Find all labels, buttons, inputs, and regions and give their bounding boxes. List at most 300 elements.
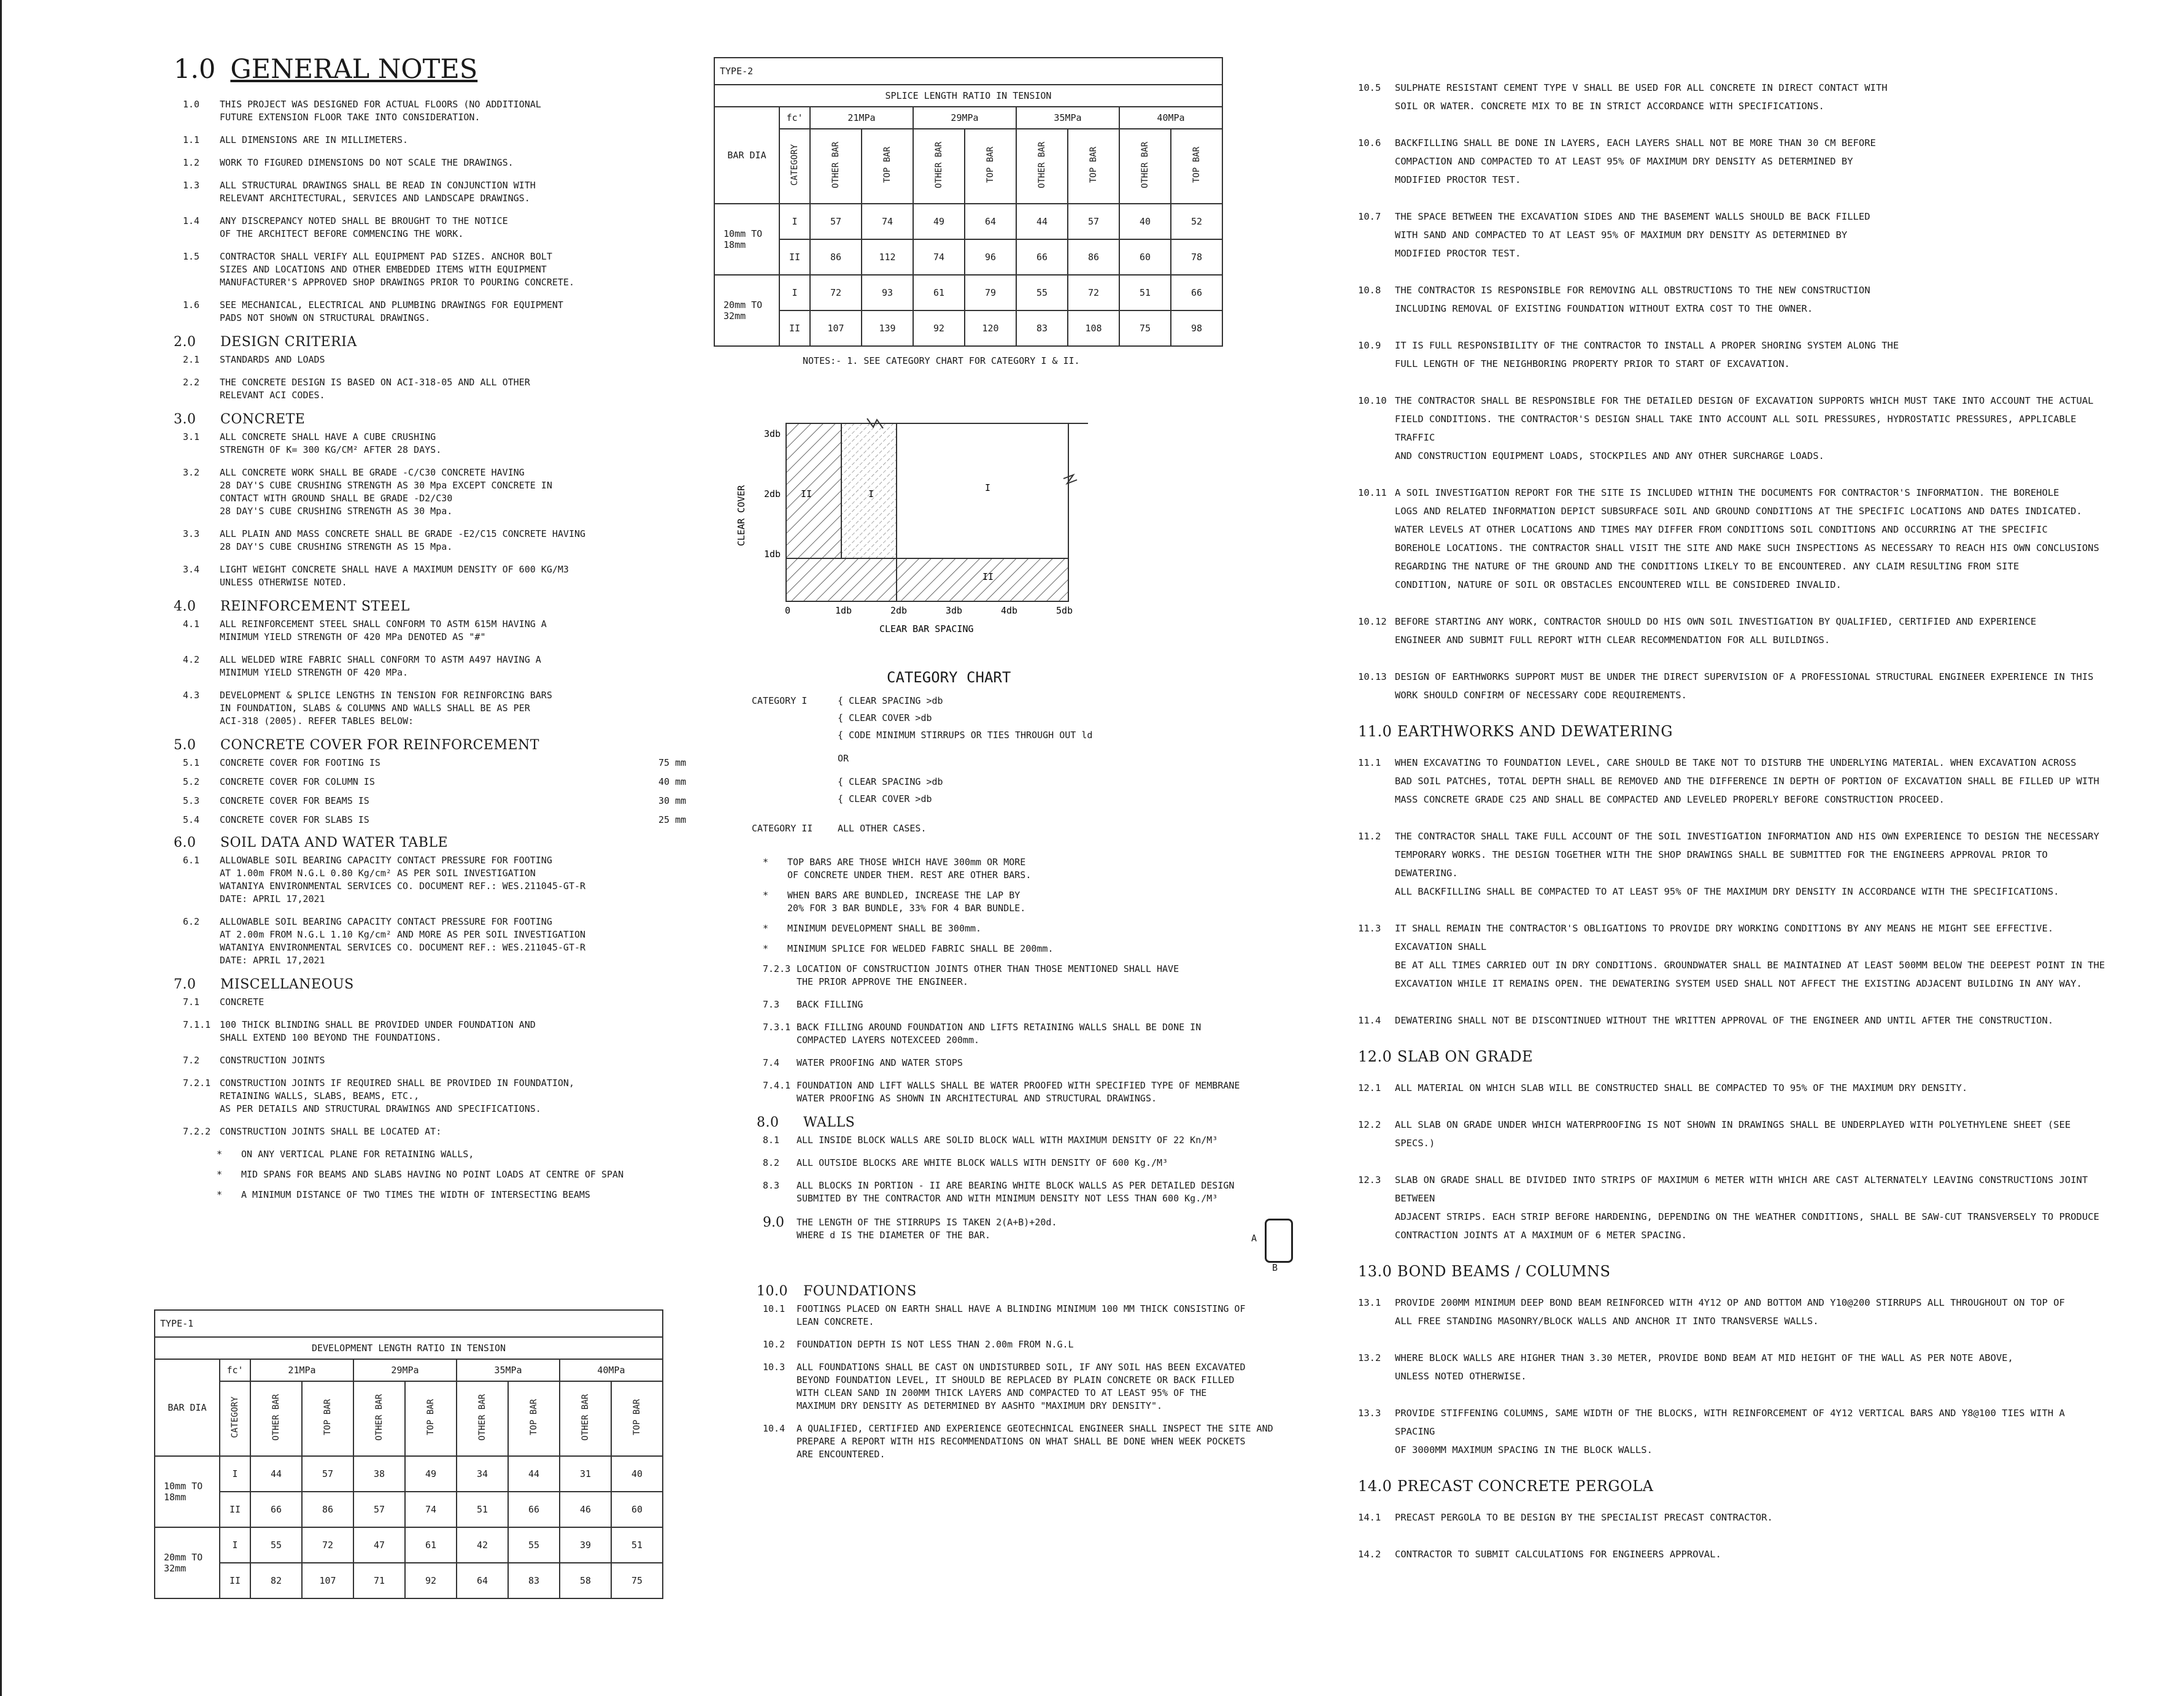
note-item — [714, 1134, 1291, 1147]
bullet-text: TOP BARS ARE THOSE WHICH HAVE 300mm OR MORE OF CONCRETE UNDER THEM. REST ARE OTHER BARS. — [787, 857, 1032, 881]
note-text: SEE MECHANICAL, ELECTRICAL AND PLUMBING DRAWINGS FOR EQUIPMENT PADS NOT SHOWN ON STRUCTURAL DRAWINGS. — [220, 299, 563, 323]
cat1-line-2: CLEAR COVER >db — [849, 712, 932, 723]
ratio-cell: 49 — [913, 204, 965, 239]
top-bar-header: TOP BAR — [529, 1399, 539, 1436]
note-text: SULPHATE RESISTANT CEMENT TYPE V SHALL BE USED FOR ALL CONCRETE IN DIRECT CONTACT WITH SOIL OR WATER. CONCRETE MIX TO BE IN STRICT ACCORDANCE WITH SPECIFICATIONS. — [1395, 82, 1888, 112]
section-number: 5.0 — [174, 738, 196, 753]
note-number: 11.4 — [1358, 1015, 1381, 1026]
note-number: 10.8 — [1358, 285, 1381, 296]
note-number: 5.1 — [183, 757, 200, 768]
ratio-cell: 107 — [302, 1563, 353, 1598]
note-item — [1358, 207, 2107, 263]
note-item — [149, 179, 714, 205]
note-number: 7.3 — [763, 999, 780, 1010]
category-cell: II — [779, 239, 810, 275]
note-number: 8.2 — [763, 1157, 780, 1168]
title-number: 1.0 — [174, 54, 216, 85]
note-number: 4.2 — [183, 654, 200, 665]
section-heading — [1358, 1263, 2107, 1280]
strength-header: 21MPa — [250, 1359, 353, 1381]
category-cell: II — [220, 1563, 250, 1598]
ratio-cell: 46 — [560, 1492, 611, 1527]
note-item — [149, 98, 714, 124]
cover-value: 25 mm — [658, 814, 687, 825]
type1-table-wrap — [154, 1309, 663, 1599]
other-bar-header: OTHER BAR — [1037, 142, 1047, 188]
section-title: DESIGN CRITERIA — [220, 334, 357, 350]
note-number: 3.4 — [183, 564, 200, 575]
category-chart — [752, 661, 1181, 837]
note-text: CONTRACTOR TO SUBMIT CALCULATIONS FOR ENGINEERS APPROVAL. — [1395, 1549, 1721, 1560]
note-number: 10.7 — [1358, 211, 1381, 222]
note-text: THE LENGTH OF THE STIRRUPS IS TAKEN 2(A+B)+20d. WHERE d IS THE DIAMETER OF THE BAR. — [797, 1217, 1057, 1241]
ratio-cell: 120 — [965, 310, 1016, 346]
ratio-cell: 86 — [810, 239, 862, 275]
note-text: CONCRETE COVER FOR COLUMN IS — [220, 776, 375, 787]
note-item — [149, 563, 714, 589]
note-text: CONTRACTOR SHALL VERIFY ALL EQUIPMENT PAD SIZES. ANCHOR BOLT SIZES AND LOCATIONS AND OTHER EMBEDDED ITEMS WITH EQUIPMENT MANUFACTURER'S APPROVED SHOP DRAWINGS PRIOR TO POURING CONCRETE. — [220, 251, 574, 288]
ratio-cell: 64 — [457, 1563, 508, 1598]
bullet-mark: * — [763, 890, 769, 901]
section-number: 13.0 — [1358, 1263, 1392, 1280]
general-notes-column-1 — [149, 54, 714, 1209]
note-number: 2.1 — [183, 354, 200, 365]
cover-item — [149, 757, 714, 769]
section-number: 14.0 — [1358, 1478, 1392, 1495]
table-caption: DEVELOPMENT LENGTH RATIO IN TENSION — [155, 1337, 663, 1359]
fc-header: fc' — [220, 1359, 250, 1381]
note-text: WORK TO FIGURED DIMENSIONS DO NOT SCALE THE DRAWINGS. — [220, 157, 514, 168]
x-tick-label: 4db — [1001, 605, 1018, 616]
ratio-cell: 55 — [250, 1527, 302, 1563]
development-length-table — [154, 1309, 663, 1599]
note-number: 13.2 — [1358, 1352, 1381, 1363]
note-number: 1.6 — [183, 299, 200, 310]
section-number: 4.0 — [174, 599, 196, 614]
cat1-alt-2: CLEAR COVER >db — [849, 793, 932, 804]
section-title: SOIL DATA AND WATER TABLE — [220, 835, 449, 850]
note-item — [1358, 668, 2107, 704]
ratio-cell: 61 — [913, 275, 965, 310]
note-number: 10.1 — [763, 1303, 785, 1314]
note-text: 100 THICK BLINDING SHALL BE PROVIDED UNDER FOUNDATION AND SHALL EXTEND 100 BEYOND THE FOUNDATIONS. — [220, 1019, 536, 1043]
note-number: 12.2 — [1358, 1119, 1381, 1130]
ratio-cell: 60 — [1119, 239, 1171, 275]
note-number: 10.6 — [1358, 137, 1381, 148]
note-text: ALL CONCRETE WORK SHALL BE GRADE -C/C30 CONCRETE HAVING 28 DAY'S CUBE CRUSHING STRENGTH AS 30 Mpa EXCEPT CONCRETE IN CONTACT WITH GROUND SHALL BE GRADE -D2/C30 28 DAY'S CUBE CRUSHING STRENGTH AS 30 Mpa. — [220, 467, 552, 517]
bullet-text: A MINIMUM DISTANCE OF TWO TIMES THE WIDTH OF INTERSECTING BEAMS — [241, 1189, 590, 1200]
ratio-cell: 55 — [1016, 275, 1068, 310]
note-text: IT IS FULL RESPONSIBILITY OF THE CONTRACTOR TO INSTALL A PROPER SHORING SYSTEM ALONG THE FULL LENGTH OF THE NEIGHBORING PROPERTY PRIOR TO START OF EXCAVATION. — [1395, 340, 1899, 369]
ratio-cell: 79 — [965, 275, 1016, 310]
ratio-cell: 92 — [913, 310, 965, 346]
bullet-text: WHEN BARS ARE BUNDLED, INCREASE THE LAP BY 20% FOR 3 BAR BUNDLE, 33% FOR 4 BAR BUNDLE. — [787, 890, 1026, 914]
ratio-cell: 75 — [611, 1563, 663, 1598]
ratio-cell: 55 — [508, 1527, 560, 1563]
note-number: 12.1 — [1358, 1082, 1381, 1093]
note-text: CONCRETE COVER FOR BEAMS IS — [220, 795, 369, 806]
x-tick-label: 1db — [835, 605, 852, 616]
ratio-cell: 38 — [353, 1456, 405, 1492]
x-tick-label: 0 — [785, 605, 791, 616]
bullet-item — [149, 1189, 714, 1201]
zone-label: II — [801, 488, 812, 499]
note-text: WHEN EXCAVATING TO FOUNDATION LEVEL, CARE SHOULD BE TAKE NOT TO DISTURB THE UNDERLYING MATERIAL. WHEN EXCAVATION ACROSS BAD SOIL PATCHES, TOTAL DEPTH SHALL BE REMOVED AND THE DIFFERENCE IN DEPTH OF PORTION OF EXCAVATION SHALL BE FILLED UP WITH MASS CONCRETE GRADE C25 AND SHALL BE COMPACTED AND LEVELED PROPERLY BEFORE CONSTRUCTION PROCEED. — [1395, 757, 2099, 805]
ratio-cell: 66 — [508, 1492, 560, 1527]
ratio-cell: 72 — [810, 275, 862, 310]
table-row — [714, 275, 1222, 310]
note-number: 11.1 — [1358, 757, 1381, 768]
notes-list-2 — [714, 856, 1291, 1461]
note-item — [1358, 827, 2107, 901]
cover-value: 40 mm — [658, 776, 687, 787]
note-number: 11.3 — [1358, 923, 1381, 934]
other-bar-header: OTHER BAR — [271, 1394, 281, 1441]
cover-value: 30 mm — [658, 795, 687, 806]
note-text: BEFORE STARTING ANY WORK, CONTRACTOR SHOULD DO HIS OWN SOIL INVESTIGATION BY QUALIFIED, CERTIFIED AND EXPERIENCE ENGINEER AND SUBMIT FULL REPORT WITH CLEAR RECOMMENDATION FOR ALL BUILDINGS. — [1395, 616, 2037, 646]
note-number: 10.10 — [1358, 395, 1387, 406]
section-title: MISCELLANEOUS — [220, 977, 354, 992]
note-number: 13.3 — [1358, 1408, 1381, 1419]
note-item — [149, 854, 714, 906]
category-cell: I — [779, 275, 810, 310]
category-header: CATEGORY — [230, 1397, 240, 1438]
note-text: BACK FILLING — [797, 999, 863, 1010]
ratio-cell: 66 — [1171, 275, 1222, 310]
note-item — [149, 156, 714, 169]
section-title: REINFORCEMENT STEEL — [220, 599, 410, 614]
section-heading — [174, 738, 714, 753]
note-text: CONSTRUCTION JOINTS IF REQUIRED SHALL BE PROVIDED IN FOUNDATION, RETAINING WALLS, SLABS, BEAMS, ETC., AS PER DETAILS AND STRUCTURAL DRAWINGS AND SPECIFICATIONS. — [220, 1077, 574, 1114]
stirrup-label-b: B — [1272, 1262, 1278, 1273]
section-heading — [1358, 1478, 2107, 1495]
ratio-cell: 57 — [353, 1492, 405, 1527]
table-row — [155, 1492, 663, 1527]
note-item — [714, 1361, 1291, 1413]
note-text: A QUALIFIED, CERTIFIED AND EXPERIENCE GEOTECHNICAL ENGINEER SHALL INSPECT THE SITE AND PREPARE A REPORT WITH HIS RECOMMENDATIONS ON WHAT SHALL BE DONE WHEN WEEK POCKETS ARE ENCOUNTERED. — [797, 1423, 1273, 1460]
note-number: 3.3 — [183, 528, 200, 539]
note-item — [1358, 754, 2107, 809]
other-bar-header: OTHER BAR — [374, 1394, 384, 1441]
bullet-item — [149, 1148, 714, 1161]
ratio-cell: 78 — [1171, 239, 1222, 275]
note-text: LOCATION OF CONSTRUCTION JOINTS OTHER THAN THOSE MENTIONED SHALL HAVE THE PRIOR APPROVE THE ENGINEER. — [797, 963, 1179, 987]
note-number: 13.1 — [1358, 1297, 1381, 1308]
note-item — [149, 466, 714, 518]
other-bar-header: OTHER BAR — [581, 1394, 590, 1441]
general-notes-column-3 — [1358, 79, 2107, 1582]
note-number: 8.1 — [763, 1135, 780, 1146]
ratio-cell: 74 — [913, 239, 965, 275]
note-number: 10.2 — [763, 1339, 785, 1350]
category-diagram — [732, 405, 1113, 638]
other-bar-header: OTHER BAR — [831, 142, 841, 188]
note-text: THE CONTRACTOR SHALL TAKE FULL ACCOUNT OF THE SOIL INVESTIGATION INFORMATION AND HIS OWN EXPERIENCE TO DESIGN THE NECESSARY TEMPORARY WORKS. THE DESIGN TOGETHER WITH THE SHOP DRAWINGS SHALL BE SUBMITTED FOR THE ENGINEERS APPROVAL PRIOR TO DEWATERING. ALL BACKFILLING SHALL BE COMPACTED TO AT LEAST 95% OF THE MAXIMUM DRY DENSITY IN ACCORDANCE WITH THE SPECIFICATIONS. — [1395, 831, 2099, 897]
note-item — [714, 1338, 1291, 1351]
note-text: A SOIL INVESTIGATION REPORT FOR THE SITE IS INCLUDED WITHIN THE DOCUMENTS FOR CONTRACTOR'S INFORMATION. THE BOREHOLE LOGS AND RELATED INFORMATION DEPICT SUBSURFACE SOIL AND GROUND CONDITIONS AT THE SPECIFIC LOCATIONS AND DATES INDICATED. WATER LEVELS AT OTHER LOCATIONS AND TIMES MAY DIFFER FROM CONDITIONS SOIL CONDITIONS AND OCCURRING AT THE SPECIFIC BOREHOLE LOCATIONS. THE CONTRACTOR SHALL VISIT THE SITE AND MAKE SUCH INSPECTIONS AS NECESSARY TO REACH HIS OWN CONCLUSIONS REGARDING THE NATURE OF THE GROUND AND THE CONDITIONS LIKELY TO BE ENCOUNTERED. ANY CLAIM RESULTING FROM SITE CONDITION, NATURE OF SOIL OR OBSTACLES ENCOUNTERED WILL BE CONSIDERED INVALID. — [1395, 487, 2099, 590]
category-2-row — [752, 820, 1181, 837]
note-item — [714, 1021, 1291, 1047]
bullet-text: ON ANY VERTICAL PLANE FOR RETAINING WALLS, — [241, 1149, 474, 1160]
note-item — [149, 653, 714, 679]
page-title — [174, 54, 714, 85]
note-number: 7.2.1 — [183, 1077, 211, 1089]
note-text: CONCRETE COVER FOR SLABS IS — [220, 814, 369, 825]
note-text: THIS PROJECT WAS DESIGNED FOR ACTUAL FLOORS (NO ADDITIONAL FUTURE EXTENSION FLOOR TAKE INTO CONSIDERATION. — [220, 99, 541, 123]
section-heading — [174, 412, 714, 427]
note-item — [1358, 1545, 2107, 1563]
note-item — [149, 618, 714, 644]
table-row — [714, 239, 1222, 275]
note-text: THE CONTRACTOR SHALL BE RESPONSIBLE FOR THE DETAILED DESIGN OF EXCAVATION SUPPORTS WHICH MUST TAKE INTO ACCOUNT THE ACTUAL FIELD CONDITIONS. THE CONTRACTOR'S DESIGN SHALL TAKE INTO ACCOUNT ALL SOIL PRESSURES, HYDROSTATIC PRESSURES, APPLICABLE TRAFFIC AND CONSTRUCTION EQUIPMENT LOADS, STOCKPILES AND ANY OTHER SURCHARGE LOADS. — [1395, 395, 2094, 461]
note-text: ALL STRUCTURAL DRAWINGS SHALL BE READ IN CONJUNCTION WITH RELEVANT ARCHITECTURAL, SERVICES AND LANDSCAPE DRAWINGS. — [220, 180, 536, 204]
note-text: FOUNDATION AND LIFT WALLS SHALL BE WATER PROOFED WITH SPECIFIED TYPE OF MEMBRANE WATER PROOFING AS SHOWN IN ARCHITECTURAL AND STRUCTURAL DRAWINGS. — [797, 1080, 1240, 1104]
section-title: CONCRETE — [220, 412, 306, 427]
note-number: 10.11 — [1358, 487, 1387, 498]
x-tick-label: 5db — [1056, 605, 1073, 616]
bullet-text: MID SPANS FOR BEAMS AND SLABS HAVING NO POINT LOADS AT CENTRE OF SPAN — [241, 1169, 624, 1180]
section-number: 10.0 — [757, 1284, 788, 1299]
ratio-cell: 31 — [560, 1456, 611, 1492]
category-or-row — [752, 750, 1181, 767]
note-item — [1358, 1508, 2107, 1527]
ratio-cell: 66 — [250, 1492, 302, 1527]
ratio-cell: 108 — [1068, 310, 1119, 346]
note-number: 1.1 — [183, 134, 200, 145]
section-number: 8.0 — [757, 1115, 779, 1130]
y-axis-label: CLEAR COVER — [736, 485, 747, 546]
ratio-cell: 74 — [405, 1492, 457, 1527]
note-text: CONSTRUCTION JOINTS — [220, 1055, 325, 1066]
ratio-cell: 72 — [1068, 275, 1119, 310]
note-number: 14.1 — [1358, 1512, 1381, 1523]
note-number: 4.1 — [183, 619, 200, 630]
note-item — [149, 376, 714, 402]
ratio-cell: 71 — [353, 1563, 405, 1598]
note-item — [1358, 1011, 2107, 1030]
note-text: ALL FOUNDATIONS SHALL BE CAST ON UNDISTURBED SOIL, IF ANY SOIL HAS BEEN EXCAVATED BEYOND FOUNDATION LEVEL, IT SHOULD BE REPLACED BY PLAIN CONCRETE OR BACK FILLED WITH CLEAN SAND IN 200MM THICK LAYERS AND COMPACTED TO AT LEAST 95% OF THE MAXIMUM DRY DENSITY AS DETERMINED BY AASHTO "MAXIMUM DRY DENSITY". — [797, 1362, 1246, 1411]
note-text: SLAB ON GRADE SHALL BE DIVIDED INTO STRIPS OF MAXIMUM 6 METER WITH WHICH ARE CAST ALTERNATELY LEAVING CONSTRUCTIONS JOINT BETWEEN ADJACENT STRIPS. EACH STRIP BEFORE HARDENING, DEPENDING ON THE WEATHER CONDITIONS, SHALL BE SAW-CUT TRANSVERSELY TO PRODUCE CONTRACTION JOINTS AT A MAXIMUM OF 6 METER SPACING. — [1395, 1174, 2099, 1241]
note-text: ALL INSIDE BLOCK WALLS ARE SOLID BLOCK WALL WITH MAXIMUM DENSITY OF 22 Kn/M³ — [797, 1135, 1218, 1146]
note-item — [1358, 612, 2107, 649]
table-notes: NOTES:- 1. SEE CATEGORY CHART FOR CATEGORY I & II. — [803, 355, 1080, 366]
stirrup-label-a: A — [1251, 1233, 1257, 1244]
ratio-cell: 58 — [560, 1563, 611, 1598]
section-heading — [757, 1284, 1291, 1299]
note-text: LIGHT WEIGHT CONCRETE SHALL HAVE A MAXIMUM DENSITY OF 600 KG/M3 UNLESS OTHERWISE NOTED. — [220, 564, 569, 588]
bar-dia-header: BAR DIA — [155, 1359, 220, 1456]
other-bar-header: OTHER BAR — [1140, 142, 1150, 188]
note-text: THE CONTRACTOR IS RESPONSIBLE FOR REMOVING ALL OBSTRUCTIONS TO THE NEW CONSTRUCTION INCLUDING REMOVAL OF EXISTING FOUNDATION WITHOUT EXTRA COST TO THE OWNER. — [1395, 285, 1870, 314]
zone-left — [786, 423, 841, 558]
bullet-item — [149, 1168, 714, 1181]
table-row — [155, 1563, 663, 1598]
section-heading — [1358, 1048, 2107, 1065]
section-number: 2.0 — [174, 334, 196, 350]
note-item — [714, 1157, 1291, 1170]
note-item — [1358, 391, 2107, 465]
note-item — [1358, 1079, 2107, 1097]
cover-value: 75 mm — [658, 757, 687, 768]
note-number: 11.2 — [1358, 831, 1381, 842]
ratio-cell: 39 — [560, 1527, 611, 1563]
note-number: 7.4 — [763, 1057, 780, 1068]
note-number: 7.2 — [183, 1055, 200, 1066]
ratio-cell: 92 — [405, 1563, 457, 1598]
top-bar-header: TOP BAR — [323, 1399, 333, 1436]
note-item — [714, 1422, 1291, 1461]
top-bar-header: TOP BAR — [426, 1399, 436, 1436]
x-axis-label: CLEAR BAR SPACING — [879, 623, 974, 634]
strength-header: 21MPa — [810, 107, 913, 129]
note-number: 4.3 — [183, 690, 200, 701]
ratio-cell: 60 — [611, 1492, 663, 1527]
ratio-cell: 83 — [1016, 310, 1068, 346]
ratio-cell: 49 — [405, 1456, 457, 1492]
note-number: 10.5 — [1358, 82, 1381, 93]
note-text: STANDARDS AND LOADS — [220, 354, 325, 365]
note-number: 6.2 — [183, 916, 200, 927]
bar-dia-cell: 10mm TO 18mm — [714, 204, 779, 275]
y-tick-label: 2db — [764, 488, 781, 499]
cat1-line-1: CLEAR SPACING >db — [849, 695, 943, 706]
note-text: FOUNDATION DEPTH IS NOT LESS THAN 2.00m FROM N.G.L — [797, 1339, 1074, 1350]
cat2-text: ALL OTHER CASES. — [838, 823, 927, 834]
note-number: 2.2 — [183, 377, 200, 388]
ratio-cell: 112 — [862, 239, 913, 275]
note-number: 7.2.3 — [763, 963, 791, 974]
note-text: ALL SLAB ON GRADE UNDER WHICH WATERPROOFING IS NOT SHOWN IN DRAWINGS SHALL BE UNDERPLAYED WITH POLYETHYLENE SHEET (SEE SPECS.) — [1395, 1119, 2071, 1149]
note-text: ALLOWABLE SOIL BEARING CAPACITY CONTACT PRESSURE FOR FOOTING AT 2.00m FROM N.G.L 1.10 Kg/cm² AND MORE AS PER SOIL INVESTIGATION WATANIYA ENVIRONMENTAL SERVICES CO. DOCUMENT REF.: WES.211045-GT-R DATE: APRIL 17,2021 — [220, 916, 586, 966]
zone-label: I — [985, 482, 991, 493]
zone-label: I — [868, 488, 874, 499]
bar-dia-cell: 10mm TO 18mm — [155, 1456, 220, 1527]
ratio-cell: 51 — [1119, 275, 1171, 310]
note-item — [714, 963, 1291, 989]
note-text: CONCRETE COVER FOR FOOTING IS — [220, 757, 380, 768]
ratio-cell: 107 — [810, 310, 862, 346]
note-item — [1358, 336, 2107, 373]
note-text: BACKFILLING SHALL BE DONE IN LAYERS, EACH LAYERS SHALL NOT BE MORE THAN 30 CM BEFORE COMPACTION AND COMPACTED TO AT LEAST 95% OF MAXIMUM DRY DENSITY AS DETERMINED BY MODIFIED PROCTOR TEST. — [1395, 137, 1876, 185]
section-heading — [174, 599, 714, 614]
note-item — [149, 134, 714, 147]
ratio-cell: 82 — [250, 1563, 302, 1598]
strength-header: 35MPa — [457, 1359, 560, 1381]
note-item — [149, 1054, 714, 1067]
strength-header: 29MPa — [353, 1359, 457, 1381]
ratio-cell: 139 — [862, 310, 913, 346]
title-text: GENERAL NOTES — [230, 54, 478, 85]
category-cell: I — [779, 204, 810, 239]
category-1-alt-1: { CLEAR SPACING >db — [752, 773, 1181, 790]
note-item — [714, 998, 1291, 1011]
note-text: WATER PROOFING AND WATER STOPS — [797, 1057, 963, 1068]
note-item — [149, 1077, 714, 1116]
top-bar-header: TOP BAR — [1192, 147, 1202, 183]
note-number: 5.3 — [183, 795, 200, 806]
bullet-item — [714, 942, 1291, 955]
note-number: 10.3 — [763, 1362, 785, 1373]
strength-header: 40MPa — [1119, 107, 1222, 129]
cat1-alt-1: CLEAR SPACING >db — [849, 776, 943, 787]
bullet-item — [714, 922, 1291, 935]
ratio-cell: 40 — [1119, 204, 1171, 239]
table-row — [155, 1456, 663, 1492]
category-1-alt-2: { CLEAR COVER >db — [752, 790, 1181, 808]
x-tick-label: 3db — [946, 605, 963, 616]
note-item — [1358, 1171, 2107, 1244]
note-number: 7.3.1 — [763, 1022, 791, 1033]
ratio-cell: 61 — [405, 1527, 457, 1563]
section-title: FOUNDATIONS — [803, 1284, 917, 1299]
note-number: 7.1.1 — [183, 1019, 211, 1030]
section-number: 11.0 — [1358, 723, 1392, 740]
bullet-item — [714, 856, 1291, 882]
section-number: 7.0 — [174, 977, 196, 992]
note-text: BACK FILLING AROUND FOUNDATION AND LIFTS RETAINING WALLS SHALL BE DONE IN COMPACTED LAYERS NOTEXCEED 200mm. — [797, 1022, 1202, 1046]
bullet-text: MINIMUM DEVELOPMENT SHALL BE 300mm. — [787, 923, 982, 934]
cover-item — [149, 776, 714, 788]
cover-item — [149, 795, 714, 808]
note-number: 10.4 — [763, 1423, 785, 1434]
ratio-cell: 52 — [1171, 204, 1222, 239]
note-text: CONSTRUCTION JOINTS SHALL BE LOCATED AT: — [220, 1126, 442, 1137]
note-item — [714, 1179, 1291, 1205]
strength-header: 35MPa — [1016, 107, 1119, 129]
note-text: ALL DIMENSIONS ARE IN MILLIMETERS. — [220, 134, 409, 145]
note-text: DEWATERING SHALL NOT BE DISCONTINUED WITHOUT THE WRITTEN APPROVAL OF THE ENGINEER AND UNTIL AFTER THE CONSTRUCTION. — [1395, 1015, 2054, 1026]
note-number: 8.3 — [763, 1180, 780, 1191]
fc-header: fc' — [779, 107, 810, 129]
note-text: FOOTINGS PLACED ON EARTH SHALL HAVE A BLINDING MINIMUM 100 MM THICK CONSISTING OF LEAN CONCRETE. — [797, 1303, 1246, 1327]
note-number: 3.2 — [183, 467, 200, 478]
y-tick-label: 3db — [764, 428, 781, 439]
notes-list-3 — [1358, 79, 2107, 1563]
note-text: ALLOWABLE SOIL BEARING CAPACITY CONTACT PRESSURE FOR FOOTING AT 1.00m FROM N.G.L 0.80 Kg/cm² AS PER SOIL INVESTIGATION WATANIYA ENVIRONMENTAL SERVICES CO. DOCUMENT REF.: WES.211045-GT-R DATE: APRIL 17,2021 — [220, 855, 586, 904]
note-number: 10.13 — [1358, 671, 1387, 682]
section-number: 9.0 — [763, 1215, 784, 1230]
note-number: 10.9 — [1358, 340, 1381, 351]
section-number: 6.0 — [174, 835, 196, 850]
ratio-cell: 86 — [1068, 239, 1119, 275]
top-bar-header: TOP BAR — [986, 147, 995, 183]
category-cell: I — [220, 1527, 250, 1563]
section-title: CONCRETE COVER FOR REINFORCEMENT — [220, 738, 539, 753]
note-text: ALL CONCRETE SHALL HAVE A CUBE CRUSHING STRENGTH OF K= 300 KG/CM² AFTER 28 DAYS. — [220, 431, 442, 455]
ratio-cell: 57 — [810, 204, 862, 239]
ratio-cell: 34 — [457, 1456, 508, 1492]
ratio-cell: 42 — [457, 1527, 508, 1563]
section-title: SLAB ON GRADE — [1397, 1048, 1534, 1065]
note-item — [1358, 134, 2107, 189]
note-number: 1.5 — [183, 251, 200, 262]
section-heading — [757, 1115, 1291, 1130]
other-bar-header: OTHER BAR — [477, 1394, 487, 1441]
strength-header: 40MPa — [560, 1359, 663, 1381]
stirrup-note — [714, 1216, 1291, 1271]
ratio-cell: 47 — [353, 1527, 405, 1563]
ratio-cell: 64 — [965, 204, 1016, 239]
note-text: ALL PLAIN AND MASS CONCRETE SHALL BE GRADE -E2/C15 CONCRETE HAVING 28 DAY'S CUBE CRUSHING STRENGTH AS 15 Mpa. — [220, 528, 586, 552]
ratio-cell: 83 — [508, 1563, 560, 1598]
cat1-or: OR — [838, 753, 849, 764]
category-1-row-2: { CLEAR COVER >db — [752, 709, 1181, 727]
note-item — [149, 1125, 714, 1138]
note-text: DESIGN OF EARTHWORKS SUPPORT MUST BE UNDER THE DIRECT SUPERVISION OF A PROFESSIONAL STRUCTURAL ENGINEER EXPERIENCE IN THIS WORK SHOULD CONFIRM OF NECESSARY CODE REQUIREMENTS. — [1395, 671, 2094, 701]
note-item — [1358, 79, 2107, 115]
ratio-cell: 74 — [862, 204, 913, 239]
note-text: PRECAST PERGOLA TO BE DESIGN BY THE SPECIALIST PRECAST CONTRACTOR. — [1395, 1512, 1773, 1523]
